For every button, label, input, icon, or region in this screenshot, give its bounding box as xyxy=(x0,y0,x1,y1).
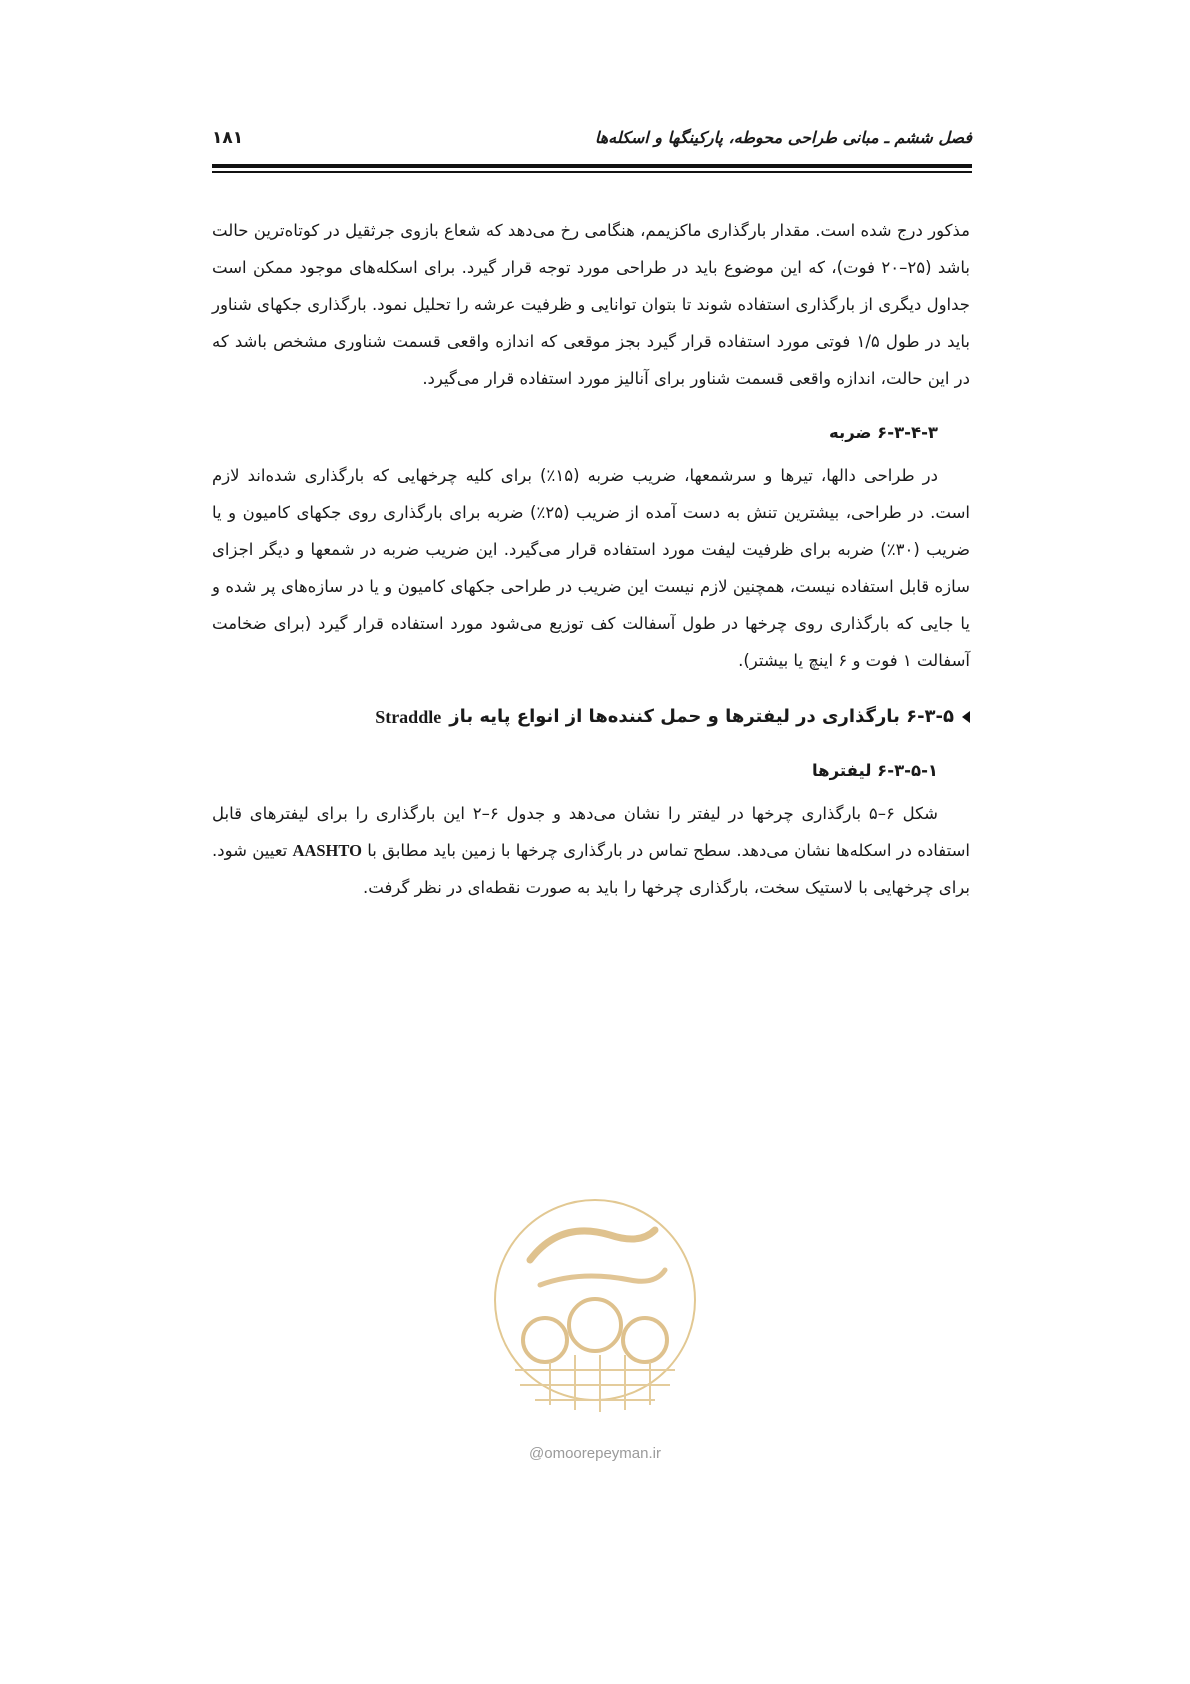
paragraph-lifter-text-1: شکل ۶–۵ بارگذاری چرخها در لیفتر را نشان می‌دهد و جدول ۶–۲ این بارگذاری را برای لیفترهای قابل استفاده در اسکله‌ها نشان می‌دهد. سطح تماس در بارگذاری چرخها با زمین باید مطابق با xyxy=(212,804,971,860)
paragraph-lifter-wheels xyxy=(212,795,970,906)
header-rule-thick xyxy=(212,164,972,168)
subheading-impact: ۶-۳-۴-۳ ضربه xyxy=(829,423,938,442)
section-heading-lifters xyxy=(212,699,970,735)
logo-calligraphy-stroke xyxy=(530,1230,655,1260)
running-header xyxy=(212,128,972,160)
gear-icon-right xyxy=(623,1318,667,1362)
gear-icons xyxy=(523,1299,667,1362)
page-number: ۱۸۱ xyxy=(212,128,244,148)
paragraph-impact-factor: در طراحی دالها، تیرها و سرشمعها، ضریب ضربه (۱۵٪) برای کلیه چرخهایی که بارگذاری شده‌اند لازم است. در طراحی، بیشترین تنش به دست آمده از ضریب (۲۵٪) ضربه برای بارگذاری روی جکهای کامیون و یا ضریب (۳۰٪) ضربه برای ظرفیت لیفت مورد استفاده قرار می‌گیرد. این ضریب ضربه در شمعها و دیگر اجزای سازه قابل استفاده نیست، همچنین لازم نیست این ضریب در طراحی جکهای کامیون و یا در سازه‌های پر شده و یا جایی که بارگذاری روی چرخها در طول آسفالت کف توزیع می‌شود مورد استفاده قرار گیرد (برای ضخامت آسفالت ۱ فوت و ۶ اینچ یا بیشتر). xyxy=(212,466,971,670)
header-rule-thin xyxy=(212,171,972,173)
chapter-title: فصل ششم ـ مبانی طراحی محوطه، پارکینگها و اسکله‌ها xyxy=(594,128,972,147)
watermark-logo xyxy=(490,1190,700,1440)
gear-icon-center xyxy=(569,1299,621,1351)
aashto-term: AASHTO xyxy=(292,841,362,860)
paragraph-crane-loading: مذکور درج شده است. مقدار بارگذاری ماکزیمم، هنگامی رخ می‌دهد که شعاع بازوی جرثقیل در کوتاه‌ترین حالت باشد (۲۵–۲۰ فوت)، که این موضوع باید در طراحی مورد توجه قرار گیرد. برای اسکله‌های موجود ممکن است جداول دیگری از بارگذاری استفاده شوند تا بتوان توانایی و ظرفیت عرشه را تحلیل نمود. بارگذاری جکهای شناور باید در طول ۱/۵ فوتی مورد استفاده قرار گیرد بجز موقعی که اندازه واقعی قسمت شناوری مشخص باشد که در این حالت، اندازه واقعی قسمت شناور برای آنالیز مورد استفاده قرار می‌گیرد. xyxy=(212,221,970,388)
watermark-url: @omoorepeyman.ir xyxy=(529,1445,661,1462)
triangle-bullet-icon xyxy=(962,711,970,723)
section-heading-text: ۶-۳-۵ بارگذاری در لیفترها و حمل کننده‌ها از انواع پایه باز xyxy=(449,706,954,727)
logo-calligraphy-stroke-2 xyxy=(540,1270,665,1285)
subheading-lifters: ۶-۳-۵-۱ لیفترها xyxy=(811,761,938,780)
section-heading-latin: Straddle xyxy=(375,707,442,727)
gear-icon-left xyxy=(523,1318,567,1362)
body-content xyxy=(212,212,970,906)
paragraph-lifter-text-2: تعیین شود. برای چرخهایی با لاستیک سخت، بارگذاری چرخها را باید به صورت نقطه‌ای در نظر گرفت. xyxy=(212,841,970,897)
